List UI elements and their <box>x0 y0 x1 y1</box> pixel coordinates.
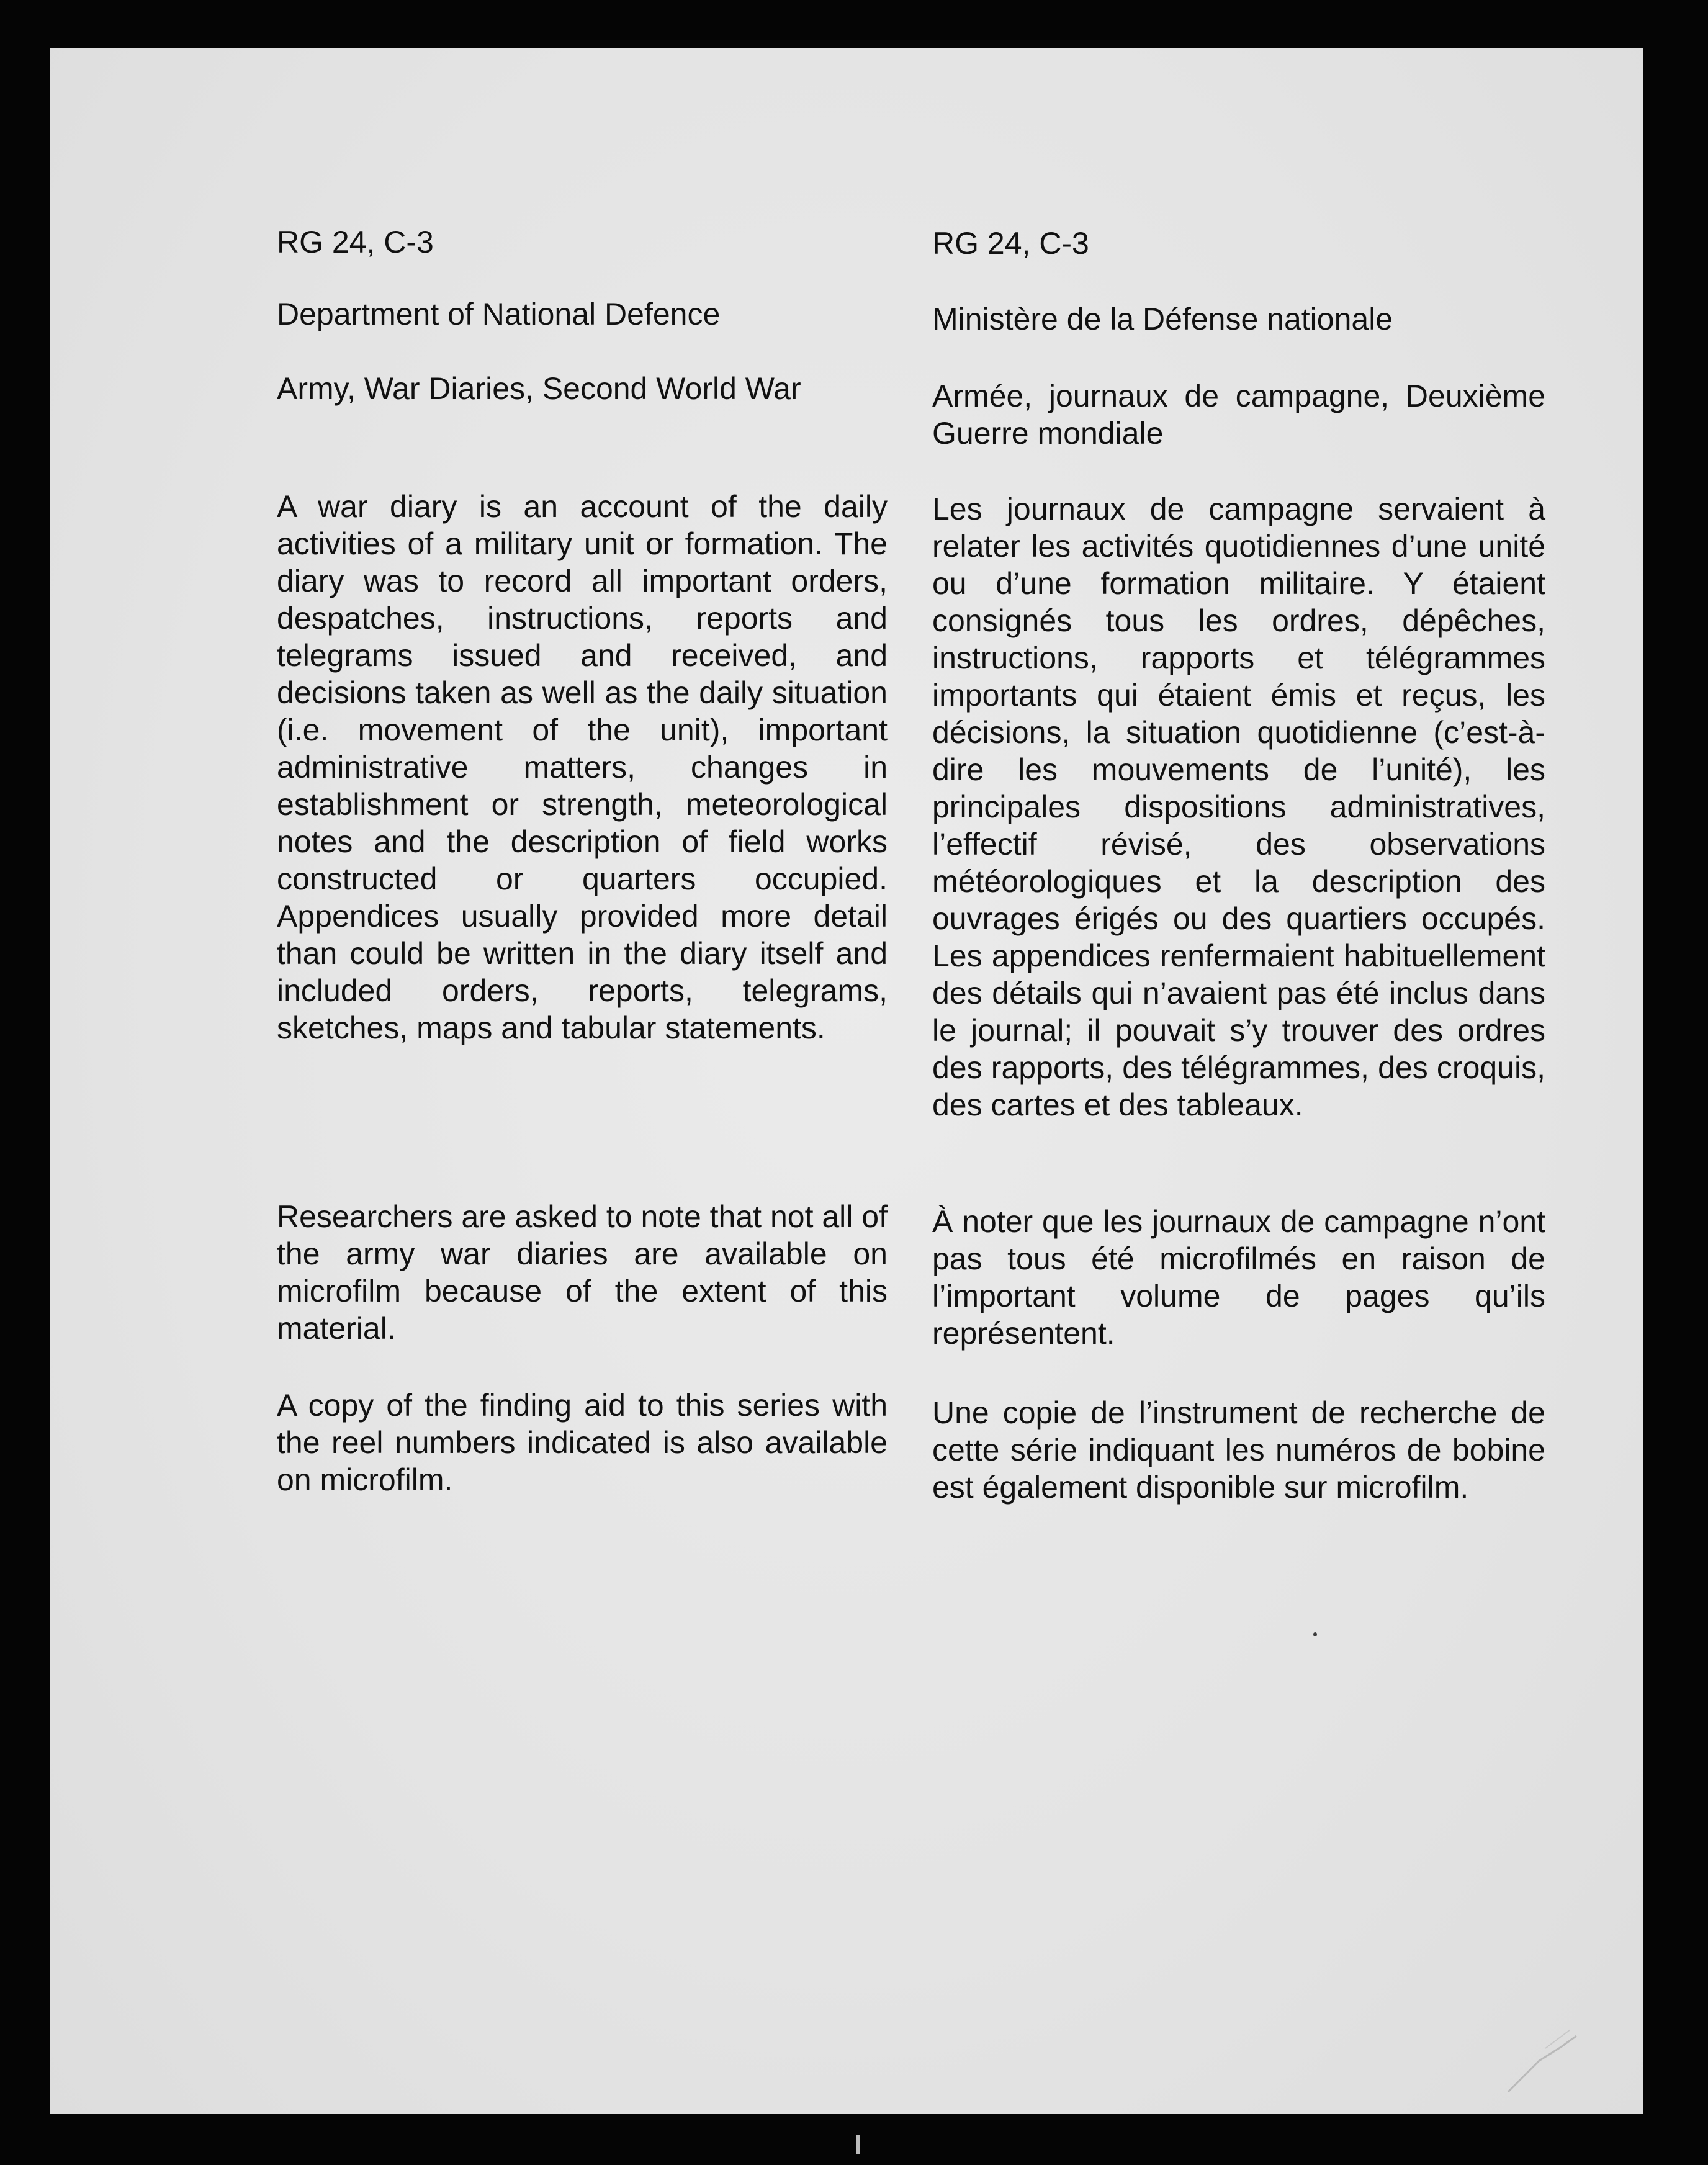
scan-speck <box>1313 1632 1317 1636</box>
english-series-title: Army, War Diaries, Second World War <box>277 371 801 406</box>
english-description-paragraph: A war diary is an account of the daily activities of a military unit or formation. The diary was to record all important orders, despatches, instructions, reports and telegrams issued and received, and decisions taken as well as the daily situation (i.e. movement of the unit), important administrative matters, changes in establishment or strength, meteorological notes and the description of field works constructed or quarters occupied. Appendices usually provided more detail than could be written in the diary itself and included orders, reports, telegrams, sketches, maps and tabular statements. <box>277 489 888 1045</box>
scan-scratch-mark <box>1502 2011 1589 2098</box>
french-reference-number: RG 24, C-3 <box>932 226 1089 261</box>
french-description-paragraph: Les journaux de campagne servaient à relater les activités quotidiennes d’une unité ou d’une formation militaire. Y étaient consignés tous les ordres, dépêches, instructions, rapports et télégrammes importants qui étaient émis et reçus, les décisions, la situation quotidienne (c’est-à-dire les mouvements de l’unité), les principales dispositions administratives, l’effectif révisé, des observations météorologiques et la description des ouvrages érigés ou des quartiers occupés. Les appendices renfermaient habituellement des détails qui n’avaient pas été inclus dans le journal; il pouvait s’y trouver des ordres des rapports, des télégrammes, des croquis, des cartes et des tableaux. <box>932 492 1545 1122</box>
english-reference-number: RG 24, C-3 <box>277 225 434 259</box>
french-department-name: Ministère de la Défense nationale <box>932 302 1393 336</box>
scan-edge-mark <box>856 2135 860 2154</box>
english-availability-note: Researchers are asked to note that not all of the army war diaries are available on microfilm because of the extent of this material. <box>277 1199 888 1346</box>
french-series-title: Armée, journaux de campagne, Deuxième Guerre mondiale <box>932 379 1545 451</box>
french-finding-aid-note: Une copie de l’instrument de recherche de cette série indiquant les numéros de bobine est également disponible sur microfilm. <box>932 1395 1545 1505</box>
english-department-name: Department of National Defence <box>277 297 721 331</box>
english-finding-aid-note: A copy of the finding aid to this series with the reel numbers indicated is also available on microfilm. <box>277 1388 888 1497</box>
document-page <box>50 48 1643 2114</box>
french-availability-note: À noter que les journaux de campagne n’ont pas tous été microfilmés en raison de l’important volume de pages qu’ils représentent. <box>932 1204 1545 1351</box>
